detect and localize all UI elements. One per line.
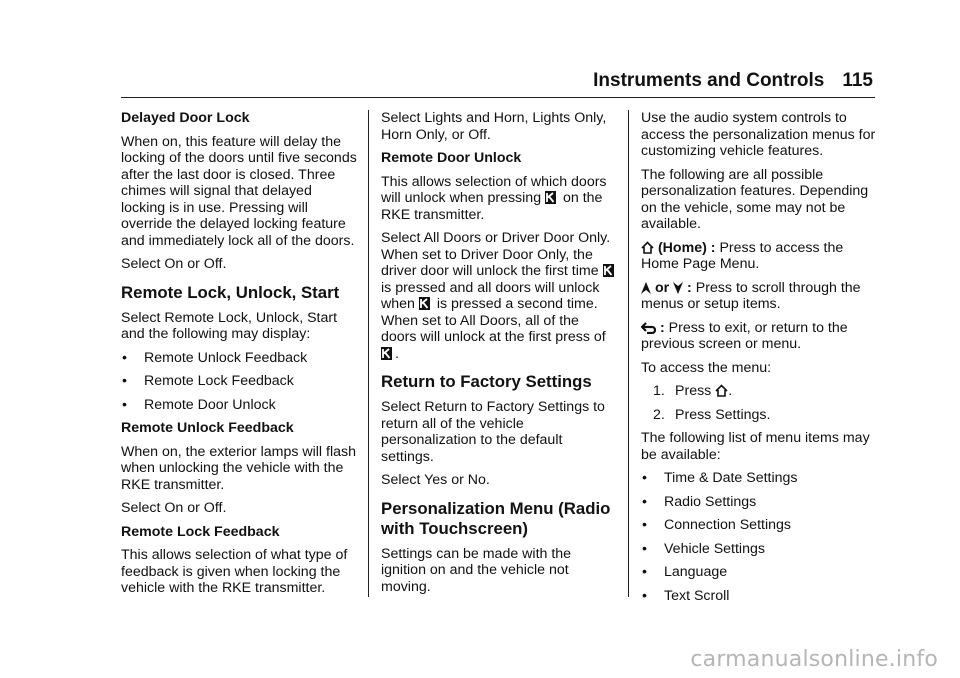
colon: : — [687, 279, 692, 296]
page-header — [593, 70, 873, 92]
watermark: carmanualsonline.info — [690, 647, 938, 672]
home-icon — [715, 383, 728, 399]
column-divider — [368, 110, 369, 597]
personalization-menu-body: Settings can be made with the ignition on and the vehicle not moving. — [381, 545, 572, 595]
bullet-dot: • — [642, 493, 647, 510]
factory-settings-body: Select Return to Factory Settings to return all of the vehicle personalization to the default settings. — [381, 399, 605, 465]
bullet-dot: • — [642, 564, 647, 580]
column-divider — [628, 110, 629, 597]
list-item-text: Remote Door Unlock — [144, 396, 276, 413]
list-item-text: Language — [664, 564, 728, 580]
header-rule — [121, 97, 875, 98]
scroll-description: Press to scroll through the menus or setup items. — [641, 279, 861, 312]
list-item-text: Vehicle Settings — [664, 540, 765, 557]
remote-unlock-feedback-title: Remote Unlock Feedback — [121, 420, 294, 436]
menu-list-intro: The following list of menu items may be available: — [641, 430, 870, 463]
remote-lock-body: Select Remote Lock, Unlock, Start and the following may display: — [121, 309, 338, 342]
remote-lock-feedback-body: This allows selection of what type of feedback is given when locking the vehicle with the RKE transmitter. — [121, 547, 348, 596]
list-item-text: Connection Settings — [664, 517, 791, 533]
factory-settings-heading: Return to Factory Settings — [381, 372, 592, 391]
access-menu-intro: To access the menu: — [641, 359, 772, 376]
body-text: is pressed and all doors will unlock when — [381, 279, 600, 312]
personalization-menu-heading: Personalization Menu (Radio with Touchscreen) — [381, 498, 611, 538]
step-text-b: . — [728, 383, 733, 399]
bullet-dot: • — [642, 470, 647, 486]
body-text: on the RKE transmitter. — [381, 190, 603, 223]
delayed-door-lock-body: When on, this feature will delay the locking of the doors until five seconds after the last door is closed. Three chimes will signal that delayed locking is in use. Pressing will override the delayed locking feature and immediately lock all of the doors. — [121, 133, 357, 249]
list-item — [121, 350, 357, 367]
list-item-text: Text Scroll — [664, 587, 730, 604]
step-number: 1. — [653, 383, 665, 399]
up-arrow-icon — [641, 280, 651, 296]
features-note: The following are all possible personalization features. Depending on the vehicle, some may not be available. — [641, 166, 869, 232]
bullet-dot: • — [122, 349, 127, 366]
unlock-key-icon — [419, 297, 430, 310]
remote-door-unlock-body — [381, 174, 617, 224]
section-title: Instruments and Controls — [593, 70, 825, 91]
unlock-key-icon — [381, 347, 392, 360]
delayed-door-lock-title: Delayed Door Lock — [121, 110, 250, 126]
list-item — [121, 373, 357, 390]
or-label: or — [654, 279, 670, 296]
step-text — [675, 383, 732, 400]
list-item — [641, 494, 877, 511]
unlock-key-icon — [603, 264, 614, 277]
remote-door-unlock-select — [381, 230, 617, 362]
step-text: Press Settings. — [675, 406, 771, 423]
list-item — [641, 470, 877, 487]
bullet-dot: • — [642, 517, 647, 533]
list-item-text: Time & Date Settings — [664, 470, 798, 486]
remote-lock-heading: Remote Lock, Unlock, Start — [121, 282, 340, 302]
bullet-dot: • — [122, 373, 127, 389]
list-item — [641, 541, 877, 558]
remote-unlock-feedback-body: When on, the exterior lamps will flash when unlocking the vehicle with the RKE transmitter. — [121, 443, 356, 493]
body-text: . — [395, 345, 399, 362]
column-2 — [381, 110, 617, 602]
home-label: (Home) : — [657, 239, 716, 256]
audio-controls-intro: Use the audio system controls to access the personalization menus for customizing vehicle features. — [641, 110, 876, 159]
home-control — [641, 240, 877, 273]
back-control — [641, 320, 877, 353]
column-3 — [641, 110, 877, 611]
delayed-door-lock-select: Select On or Off. — [121, 256, 227, 272]
back-description: Press to exit, or return to the previous screen or menu. — [641, 319, 848, 352]
page-number: 115 — [842, 70, 873, 91]
remote-door-unlock-title: Remote Door Unlock — [381, 150, 522, 166]
body-text: Select All Doors or Driver Door Only. When set to Driver Door Only, the driver door will unlock the first time — [381, 230, 611, 279]
step-item — [641, 407, 877, 424]
list-item — [641, 564, 877, 581]
home-icon — [641, 240, 654, 256]
remote-unlock-feedback-select: Select On or Off. — [121, 500, 227, 516]
list-item — [121, 397, 357, 414]
scroll-control — [641, 280, 877, 313]
down-arrow-icon — [673, 280, 683, 296]
remote-lock-feedback-title: Remote Lock Feedback — [121, 523, 280, 540]
body-text: is pressed a second time. When set to All Doors, all of the doors will unlock at the first press of — [381, 296, 606, 345]
remote-lock-feedback-options: Select Lights and Horn, Lights Only, Horn Only, or Off. — [381, 110, 607, 143]
list-item-text: Remote Lock Feedback — [144, 373, 294, 389]
back-icon — [641, 320, 656, 336]
home-description: Press to access the Home Page Menu. — [641, 239, 844, 272]
step-text-a: Press — [675, 383, 712, 399]
list-item-text: Remote Unlock Feedback — [144, 349, 308, 366]
list-item-text: Radio Settings — [664, 493, 757, 510]
list-item — [641, 517, 877, 534]
column-1 — [121, 110, 357, 604]
step-item — [641, 383, 877, 400]
step-number: 2. — [653, 406, 665, 423]
bullet-dot: • — [642, 587, 647, 604]
bullet-dot: • — [122, 396, 127, 413]
factory-settings-select: Select Yes or No. — [381, 472, 490, 488]
list-item — [641, 588, 877, 605]
body-text: This allows selection of which doors will unlock when pressing — [381, 173, 607, 206]
unlock-key-icon — [545, 191, 556, 204]
bullet-dot: • — [642, 540, 647, 557]
colon: : — [659, 319, 665, 336]
